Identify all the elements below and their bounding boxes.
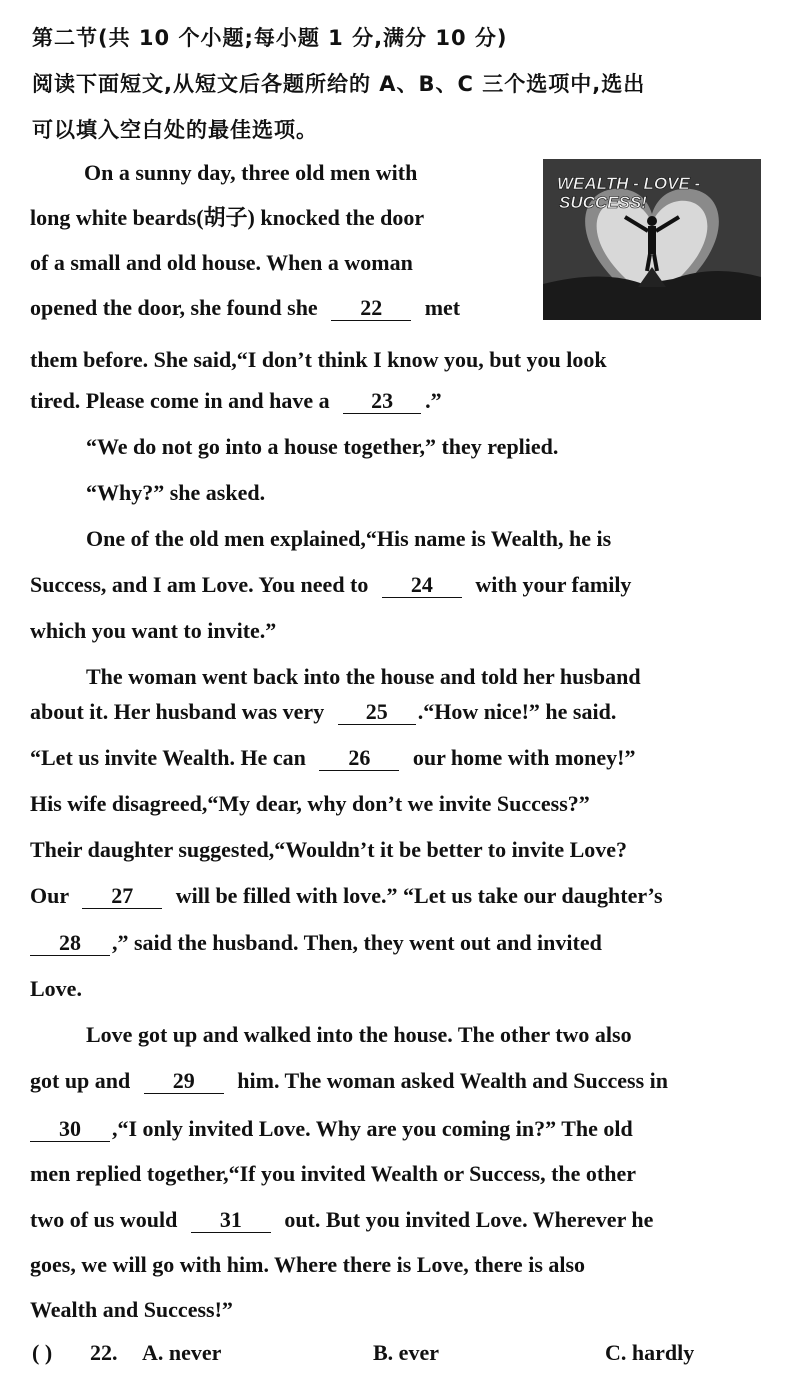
passage-text: him. The woman asked Wealth and Success in [237, 1068, 669, 1093]
passage-line-18 [30, 929, 602, 957]
passage-line-17 [30, 882, 663, 910]
passage-line-25: goes, we will go with him. Where there is Love, there is also [30, 1252, 586, 1277]
passage-line-8: “Why?” she asked. [86, 480, 266, 505]
wealth-love-success-image [543, 159, 761, 320]
passage-text: “Let us invite Wealth. He can [30, 745, 306, 770]
passage-text: got up and [30, 1068, 131, 1093]
passage-line-2: long white beards(胡子) knocked the door [30, 205, 425, 230]
caption-line-2: SUCCESS! [559, 193, 647, 212]
passage-text: out. But you invited Love. Wherever he [284, 1207, 654, 1232]
passage-line-1 [84, 159, 528, 187]
passage-text: opened the door, she found she [30, 295, 318, 320]
section-title: 第二节(共 10 个小题;每小题 1 分,满分 10 分) [32, 26, 508, 50]
passage-line-11: which you want to invite.” [30, 618, 277, 643]
passage-line-12: The woman went back into the house and told her husband [86, 664, 641, 689]
answer-paren[interactable]: ( ) [32, 1340, 53, 1365]
blank-31[interactable]: 31 [191, 1208, 271, 1233]
passage-line-7: “We do not go into a house together,” they replied. [86, 434, 559, 459]
instruction-line-1: 阅读下面短文,从短文后各题所给的 A、B、C 三个选项中,选出 [32, 72, 646, 96]
blank-27[interactable]: 27 [82, 884, 162, 909]
passage-line-23: men replied together,“If you invited Wealth or Success, the other [30, 1161, 636, 1186]
passage-text: ,” said the husband. Then, they went out and invited [112, 930, 602, 955]
passage-line-15: His wife disagreed,“My dear, why don’t we invite Success?” [30, 791, 590, 816]
passage-line-14 [30, 744, 635, 772]
blank-30[interactable]: 30 [30, 1117, 110, 1142]
passage-text: On a sunny day, three old men with [84, 160, 418, 185]
blank-28[interactable]: 28 [30, 931, 110, 956]
passage-text: will be filled with love.” “Let us take our daughter’s [175, 883, 663, 908]
passage-text: our home with money!” [412, 745, 636, 770]
passage-line-21 [30, 1067, 668, 1095]
option-c[interactable]: C. hardly [605, 1340, 695, 1365]
instruction-line-2: 可以填入空白处的最佳选项。 [32, 118, 318, 142]
caption-line-1: WEALTH - LOVE - [557, 174, 701, 193]
passage-text: Success, and I am Love. You need to [30, 572, 369, 597]
passage-line-5: them before. She said,“I don’t think I know you, but you look [30, 347, 607, 372]
option-a[interactable]: A. never [142, 1340, 222, 1365]
passage-line-19: Love. [30, 976, 82, 1001]
blank-29[interactable]: 29 [144, 1069, 224, 1094]
question-number: 22. [90, 1340, 118, 1365]
passage-line-26: Wealth and Success!” [30, 1297, 233, 1322]
passage-line-16: Their daughter suggested,“Wouldn’t it be better to invite Love? [30, 837, 628, 862]
passage-text: about it. Her husband was very [30, 699, 325, 724]
blank-25[interactable]: 25 [338, 700, 416, 725]
passage-text: with your family [475, 572, 632, 597]
option-b[interactable]: B. ever [373, 1340, 439, 1365]
passage-line-9: One of the old men explained,“His name is Wealth, he is [86, 526, 612, 551]
passage-line-4 [30, 294, 528, 322]
passage-line-6 [30, 387, 442, 415]
passage-text: tired. Please come in and have a [30, 388, 330, 413]
heart-illustration [543, 159, 761, 320]
passage-line-24 [30, 1206, 653, 1234]
passage-line-3: of a small and old house. When a woman [30, 250, 413, 275]
passage-line-22 [30, 1115, 633, 1143]
blank-24[interactable]: 24 [382, 573, 462, 598]
passage-text: Our [30, 883, 69, 908]
blank-26[interactable]: 26 [319, 746, 399, 771]
blank-23[interactable]: 23 [343, 389, 421, 414]
passage-text: .“How nice!” he said. [417, 699, 617, 724]
passage-line-10 [30, 571, 631, 599]
passage-line-20: Love got up and walked into the house. The other two also [86, 1022, 632, 1047]
blank-22[interactable]: 22 [331, 296, 411, 321]
passage-text: met [424, 295, 461, 320]
passage-line-13 [30, 698, 616, 726]
passage-text: ,“I only invited Love. Why are you coming in?” The old [112, 1116, 633, 1141]
passage-text: two of us would [30, 1207, 178, 1232]
passage-text: .” [425, 388, 442, 413]
